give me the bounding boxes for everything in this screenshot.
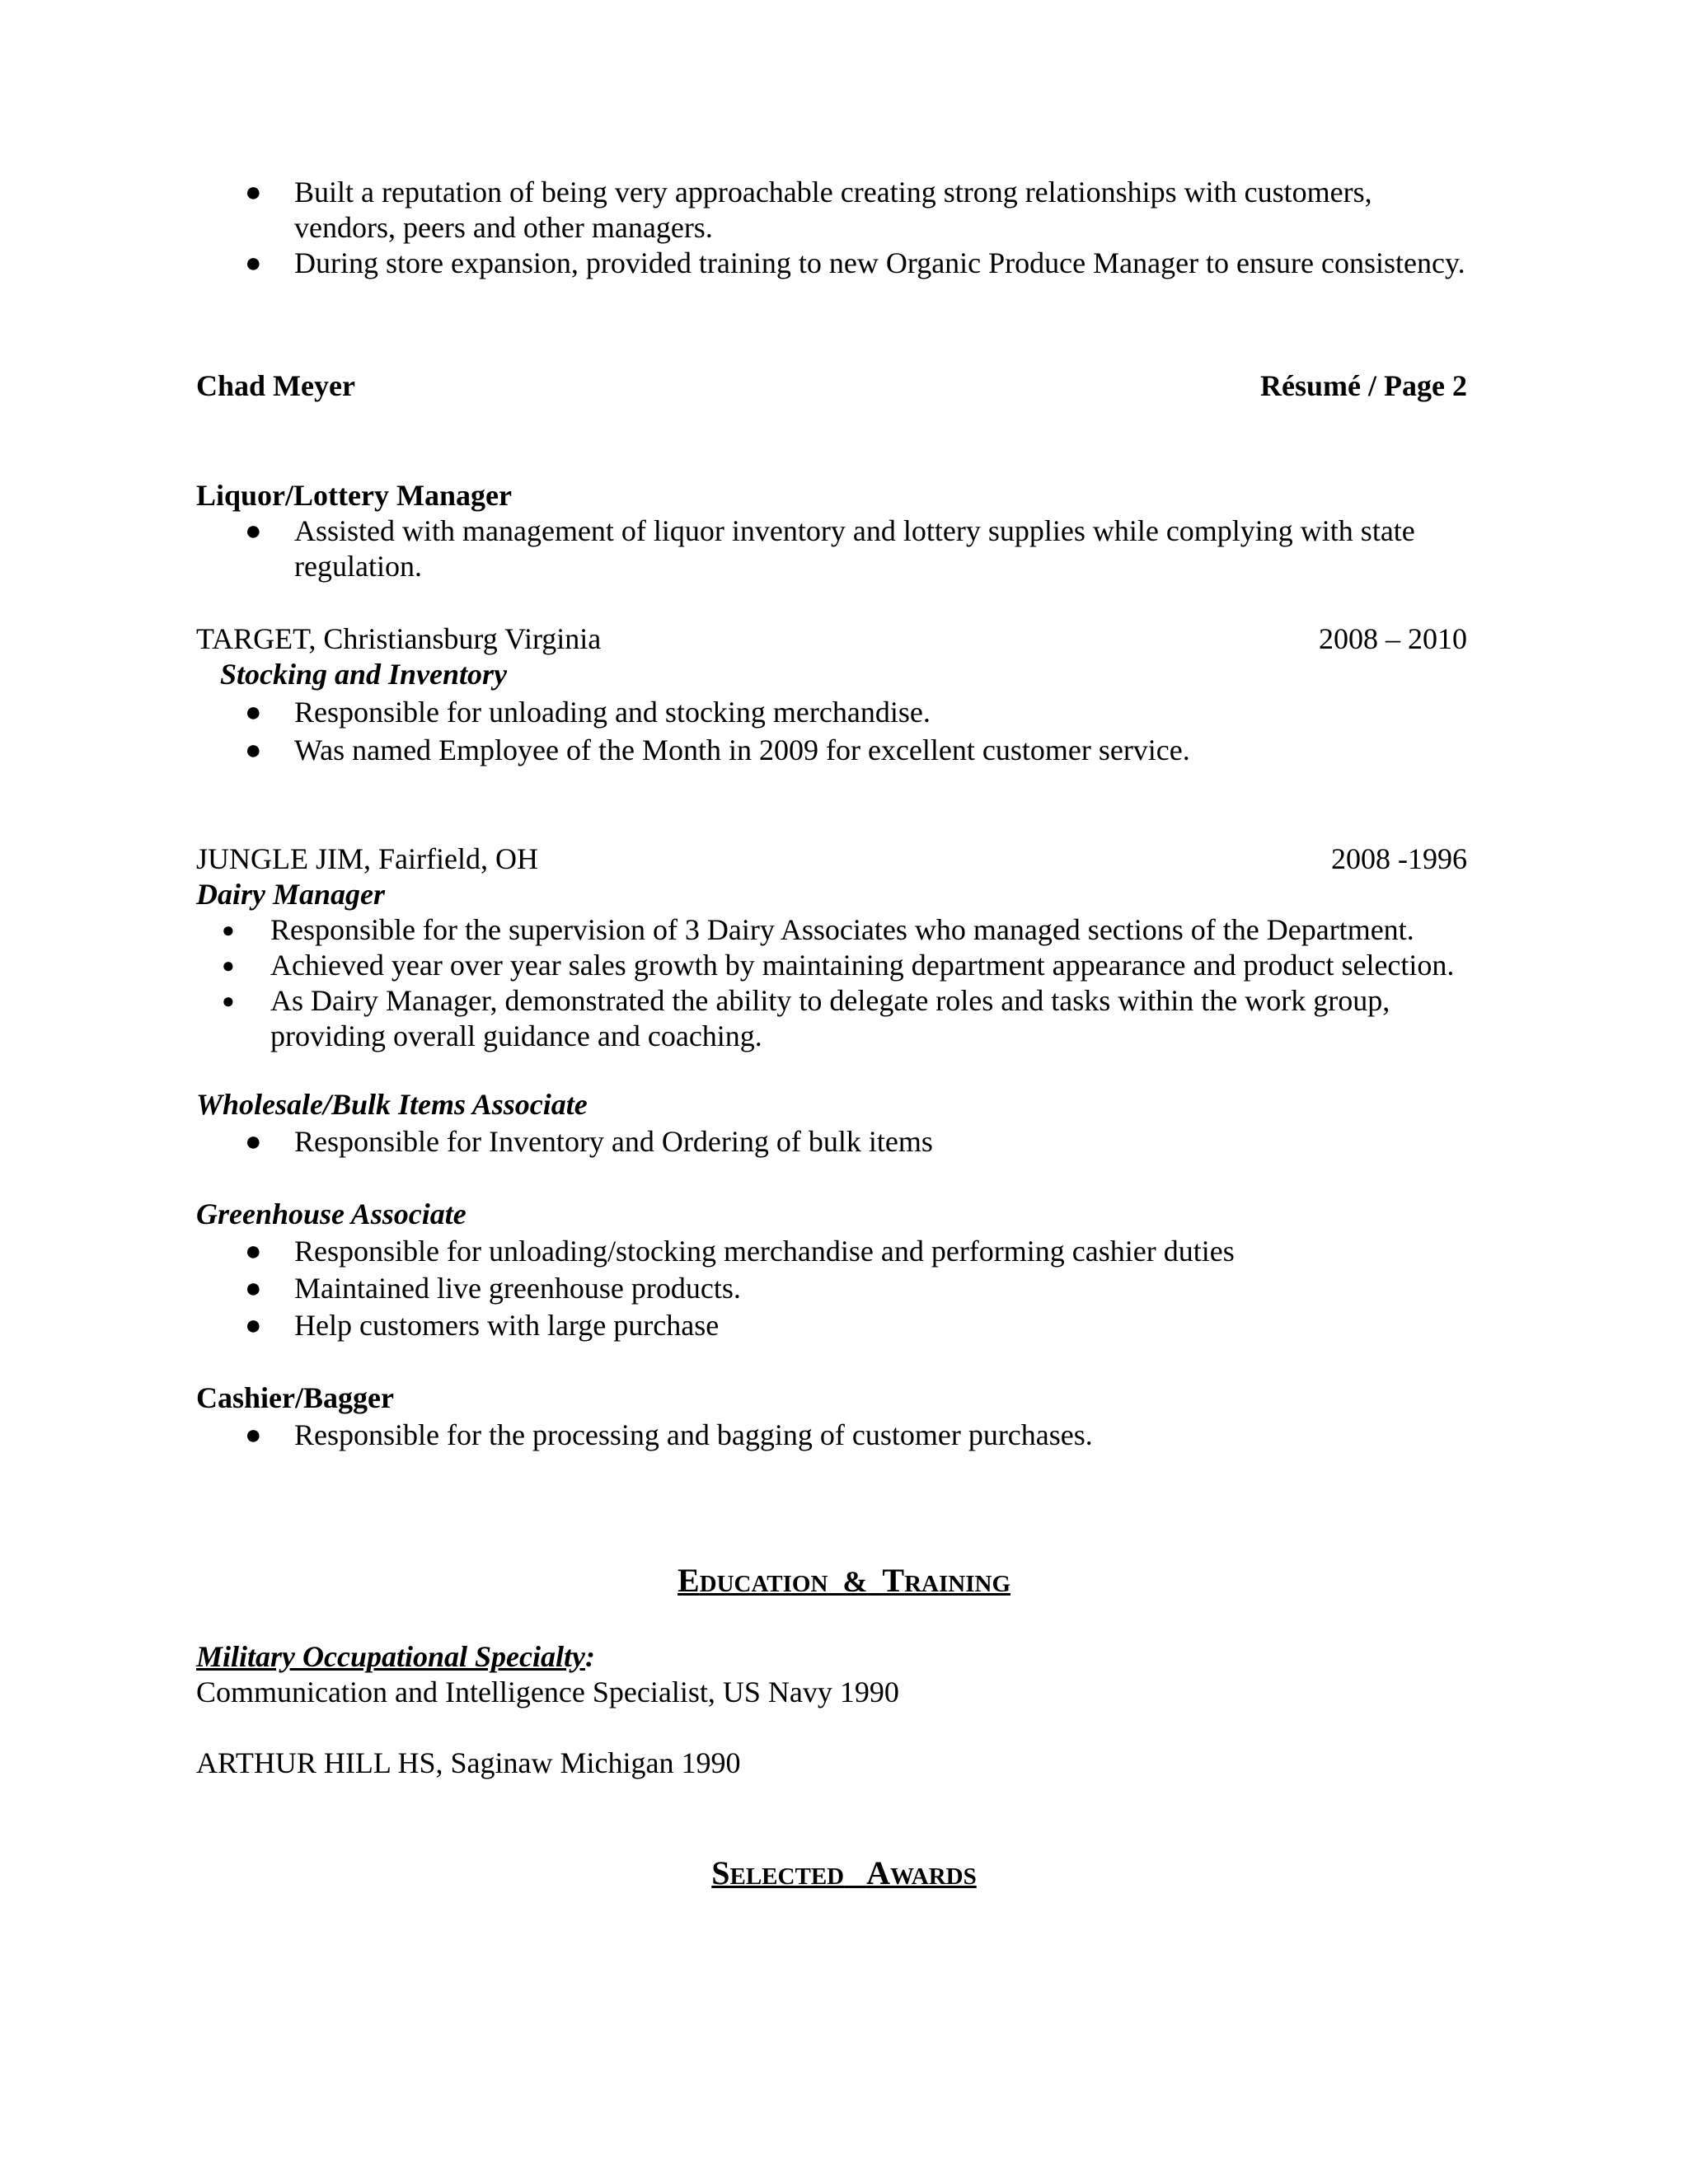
education-heading: EDUCATION & TRAINING	[677, 1562, 1011, 1599]
cashier-section	[196, 1380, 1467, 1453]
list-item: ● Maintained live greenhouse products.	[245, 1272, 741, 1305]
employment-dates: 2008 – 2010	[1319, 622, 1467, 655]
bullet-icon: ●	[245, 516, 262, 546]
bullet-icon: ●	[245, 248, 262, 279]
list-item: ● Responsible for unloading/stocking merchandise and performing cashier duties	[245, 1235, 1235, 1268]
list-item: ● Responsible for the processing and bagging of customer purchases.	[245, 1418, 1093, 1451]
list-item: ● Was named Employee of the Month in 2009 for excellent customer service.	[245, 733, 1190, 766]
liquor-section	[196, 478, 1467, 584]
role-title: Liquor/Lottery Manager	[196, 479, 512, 512]
wholesale-section	[196, 1087, 1467, 1160]
list-item: ● Responsible for Inventory and Ordering of bulk items	[245, 1125, 933, 1158]
education-content	[196, 1639, 1467, 1781]
school: ARTHUR HILL HS, Saginaw Michigan 1990	[196, 1746, 741, 1779]
bullet-icon: ●	[245, 1420, 262, 1451]
employer-row	[196, 621, 1467, 657]
jungle-jim-section	[196, 841, 1467, 1054]
employment-dates: 2008 -1996	[1331, 842, 1467, 875]
page-header	[196, 368, 1467, 404]
role-bullets	[196, 1234, 1467, 1343]
bullet-icon: ●	[222, 989, 235, 1013]
list-item: ● As Dairy Manager, demonstrated the ability to delegate roles and tasks within the work group, providing overall guidance and coaching.	[222, 984, 1390, 1052]
role-bullets	[196, 695, 1467, 768]
list-item: ● Help customers with large purchase	[245, 1309, 720, 1342]
role-title: Greenhouse Associate	[196, 1197, 467, 1230]
list-item: ● Achieved year over year sales growth by maintaining department appearance and product selection.	[222, 949, 1455, 982]
bullet-icon: ●	[222, 918, 235, 942]
bullet-icon: ●	[245, 1310, 262, 1341]
role-title: Stocking and Inventory	[220, 658, 508, 691]
top-bullet-list	[196, 175, 1467, 281]
bullet-icon: ●	[245, 1236, 262, 1267]
role-bullets	[196, 1418, 1467, 1453]
list-item: ● Responsible for unloading and stocking merchandise.	[245, 696, 931, 729]
list-item: ● Responsible for the supervision of 3 Dairy Associates who managed sections of the Department.	[222, 913, 1414, 946]
bullet-icon: ●	[245, 697, 262, 728]
greenhouse-section	[196, 1197, 1467, 1343]
list-item: ● During store expansion, provided training to new Organic Produce Manager to ensure consistency.	[245, 246, 1465, 279]
mos-label-row: Military Occupational Specialty:	[196, 1640, 595, 1673]
bullet-icon: ●	[245, 177, 262, 208]
top-bullet-block	[196, 175, 1467, 281]
page-indicator: Résumé / Page 2	[1260, 369, 1467, 402]
employer-name: TARGET, Christiansburg Virginia	[196, 622, 602, 655]
awards-heading: SELECTED AWARDS	[711, 1854, 977, 1891]
target-section	[196, 621, 1467, 768]
bullet-icon: ●	[245, 735, 262, 766]
mos-label: Military Occupational Specialty	[196, 1640, 585, 1673]
list-item: ● Assisted with management of liquor inventory and lottery supplies while complying with state regulation.	[245, 514, 1415, 583]
candidate-name: Chad Meyer	[196, 369, 355, 402]
list-item: ● Built a reputation of being very approachable creating strong relationships with customers, vendors, peers and other managers.	[245, 176, 1372, 244]
role-bullets	[196, 513, 1467, 584]
bullet-icon: ●	[245, 1273, 262, 1304]
role-title: Dairy Manager	[196, 878, 386, 911]
employer-row	[196, 841, 1467, 877]
role-bullets	[196, 1124, 1467, 1160]
bullet-icon: ●	[245, 1127, 262, 1157]
bullet-icon: ●	[222, 954, 235, 977]
role-title: Cashier/Bagger	[196, 1381, 394, 1414]
role-title: Wholesale/Bulk Items Associate	[196, 1088, 588, 1121]
mos-value: Communication and Intelligence Specialist, US Navy 1990	[196, 1675, 899, 1708]
role-bullets	[196, 912, 1467, 1054]
employer-name: JUNGLE JIM, Fairfield, OH	[196, 842, 538, 875]
